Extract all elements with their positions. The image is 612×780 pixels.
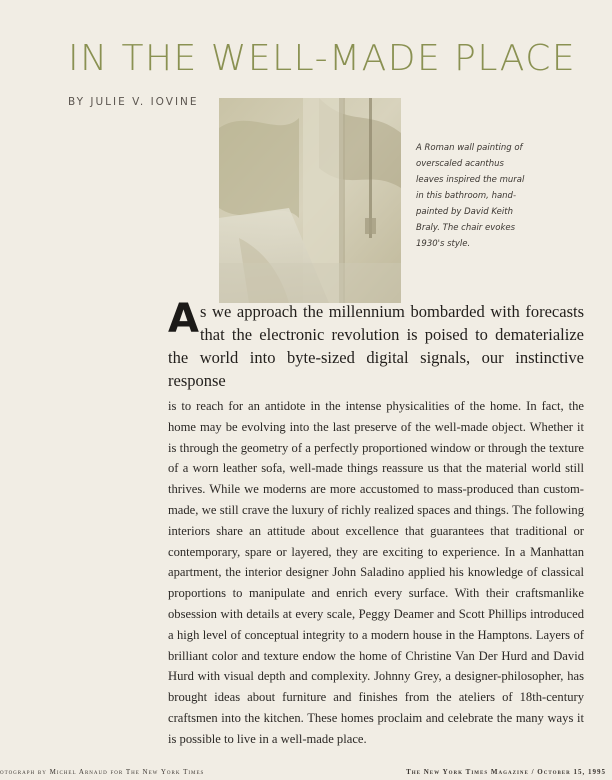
drop-cap: A <box>168 296 199 342</box>
lead-text: s we approach the millennium bombarded with forecasts that the electronic revolution is poised to dematerialize the world into byte-sized digital signals, our instinctive response <box>168 302 584 390</box>
byline: BY JULIE V. IOVINE <box>68 96 199 108</box>
publication-line: The New York Times Magazine / October 15, 1995 <box>406 768 606 776</box>
article-photo <box>219 98 401 303</box>
bathroom-mural-image <box>219 98 401 303</box>
body-paragraph: is to reach for an antidote in the intense physicalities of the home. In fact, the home may be evolving into the last preserve of the well-made object. Whether it is through the geometry of a perfectly proportioned window or through the texture of a worn leather sofa, well-made things reassure us that the material world still thrives. While we moderns are more accustomed to mass-produced than custom-made, we still crave the luxury of richly realized spaces and things. The following interiors share an attitude about excellence that guarantees that traditional or contemporary, spare or layered, they are exciting to experience. In a Manhattan apartment, the interior designer John Saladino applied his knowledge of classical proportions to manipulate and enrich every surface. With their craftsmanlike obsession with details at every scale, Peggy Deamer and Scott Phillips introduced a high level of conceptual integrity to a modern house in the Hamptons. Layers of brilliant color and texture endow the home of Christine Van Der Hurd and David Hurd with visual depth and complexity. Johnny Grey, a designer-philosopher, has brought ideas about furniture and finishes from the ateliers of 18th-century craftsmen into the kitchen. These homes proclaim and celebrate the many ways it is possible to live in a well-made place. <box>168 399 584 746</box>
article-title: IN THE WELL-MADE PLACE <box>68 38 577 79</box>
photo-caption: A Roman wall painting of overscaled acanthus leaves inspired the mural in this bathroom, hand-painted by David Keith Braly. The chair evokes 1930's style. <box>416 143 525 249</box>
lead-paragraph <box>168 296 584 392</box>
photo-credit: otograph by Michel Arnaud for The New York Times <box>0 768 205 776</box>
